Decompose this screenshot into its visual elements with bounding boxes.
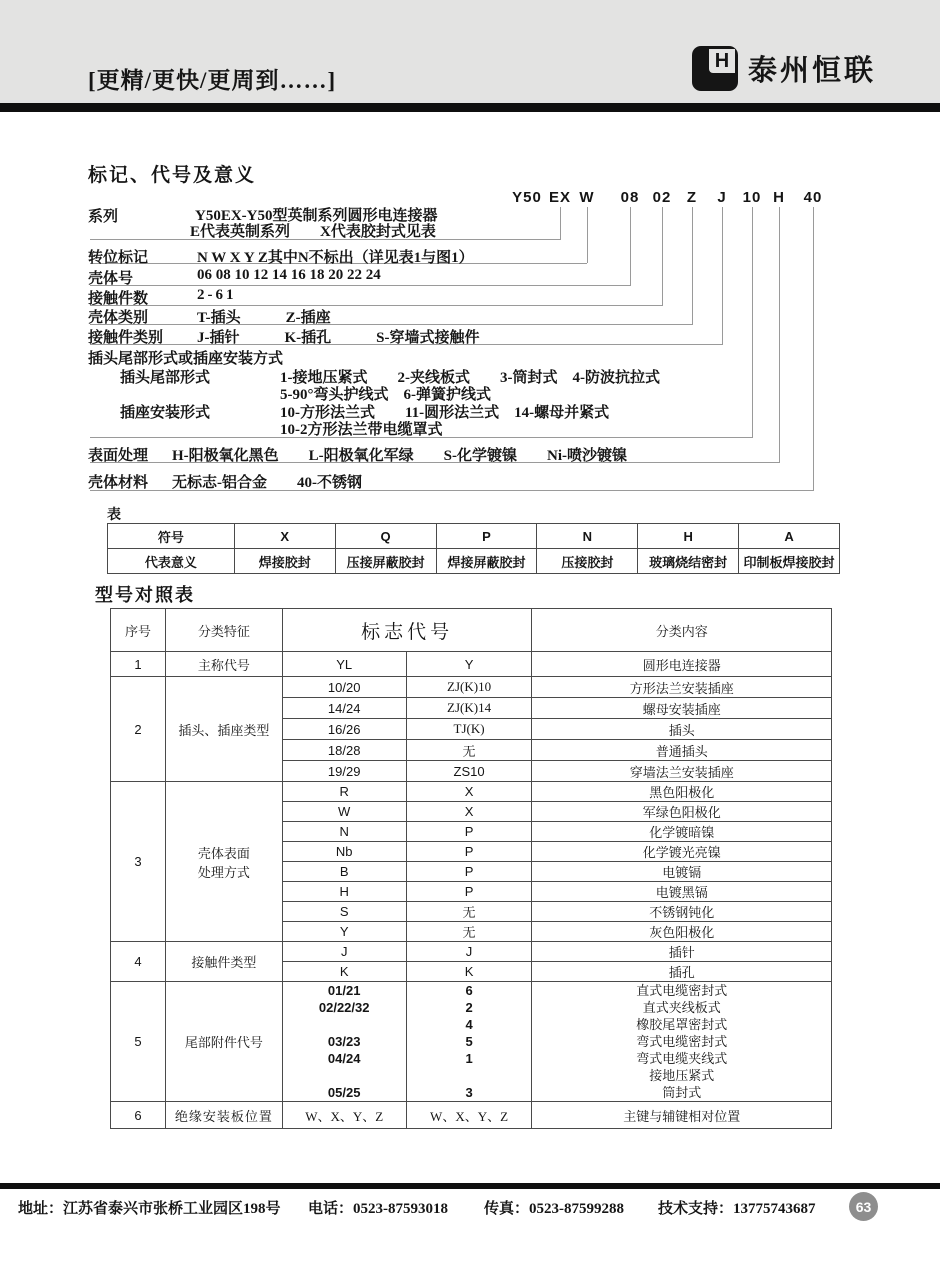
socket-mount-label: 插座安装形式 bbox=[120, 405, 211, 421]
rotate-text: N W X Y Z其中N不标出（详见表1与图1） bbox=[197, 250, 474, 266]
socket-mount-line1: 10-方形法兰式 11-圆形法兰式 14-螺母并紧式 bbox=[280, 405, 610, 421]
shell-class-text: T-插头 Z-插座 bbox=[197, 310, 331, 326]
code1-cell: B bbox=[282, 862, 406, 882]
connector-line bbox=[560, 207, 561, 240]
code-token-w: W bbox=[579, 189, 595, 206]
code-token-10: 10 bbox=[742, 189, 762, 206]
lh-logo-notch bbox=[709, 49, 735, 73]
seq-cell: 4 bbox=[111, 942, 166, 982]
footer-support: 技术支持：13775743687 bbox=[658, 1201, 816, 1217]
tail-code: 2 bbox=[465, 1000, 473, 1015]
tail-code: 1 bbox=[465, 1051, 473, 1066]
code1-cell: H bbox=[282, 882, 406, 902]
seal-meaning: 焊接屏蔽胶封 bbox=[436, 549, 537, 574]
seal-symbol: Q bbox=[335, 524, 436, 549]
code1-cell: 14/24 bbox=[282, 698, 406, 719]
tail-code: 05/25 bbox=[327, 1085, 361, 1100]
code-token-y50: Y50 bbox=[512, 189, 542, 206]
material-label: 壳体材料 bbox=[88, 475, 149, 491]
table-row bbox=[111, 1102, 832, 1129]
contact-class-text: J-插针 K-插孔 S-穿墙式接触件 bbox=[197, 330, 480, 346]
page-number-badge: 63 bbox=[849, 1192, 878, 1221]
connector-line bbox=[813, 207, 814, 490]
code2-cell: ZJ(K)14 bbox=[406, 698, 532, 719]
code2-cell: TJ(K) bbox=[406, 719, 532, 740]
header-content: 分类内容 bbox=[532, 609, 832, 652]
code-token-z: Z bbox=[686, 189, 698, 206]
header-band bbox=[0, 0, 940, 103]
seal-table bbox=[107, 523, 840, 574]
tail-section-label: 插头尾部形式或插座安装方式 bbox=[88, 351, 284, 367]
seal-row2-label: 代表意义 bbox=[108, 549, 235, 574]
rotate-label: 转位标记 bbox=[88, 250, 149, 266]
seal-symbol: A bbox=[739, 524, 840, 549]
connector-line bbox=[692, 207, 693, 325]
seal-symbol: N bbox=[537, 524, 638, 549]
content-cell: 插针 bbox=[532, 942, 832, 962]
code-token-02: 02 bbox=[652, 189, 672, 206]
feature-cell bbox=[165, 782, 282, 942]
feature-cell: 绝缘安装板位置 bbox=[165, 1102, 282, 1129]
feature-line: 处理方式 bbox=[197, 864, 250, 880]
code1-cell: 16/26 bbox=[282, 719, 406, 740]
contact-class-label: 接触件类别 bbox=[88, 330, 164, 346]
series-line2: E代表英制系列 X代表胶封式见表 bbox=[190, 224, 436, 240]
table-row bbox=[111, 677, 832, 698]
seal-symbol: X bbox=[234, 524, 335, 549]
content-cell: 灰色阳极化 bbox=[532, 922, 832, 942]
connector-line bbox=[752, 207, 753, 437]
seal-symbol: P bbox=[436, 524, 537, 549]
footer-divider-bar bbox=[0, 1183, 940, 1189]
surface-text: H-阳极氧化黑色 L-阳极氧化军绿 S-化学镀镍 Ni-喷沙镀镍 bbox=[172, 448, 627, 464]
code2-cell: 无 bbox=[406, 740, 532, 761]
series-line1: Y50EX-Y50型英制系列圆形电连接器 bbox=[195, 208, 438, 224]
code2-cell: P bbox=[406, 862, 532, 882]
seal-meaning-row bbox=[108, 549, 840, 574]
logo-letter: H bbox=[714, 50, 730, 72]
tail-code: 01/21 bbox=[327, 983, 361, 998]
code1-cell: YL bbox=[282, 652, 406, 677]
content-cell: 插孔 bbox=[532, 962, 832, 982]
content-cell: 主键与辅键相对位置 bbox=[532, 1102, 832, 1129]
code2-cell: J bbox=[406, 942, 532, 962]
code1-cell: N bbox=[282, 822, 406, 842]
connector-line bbox=[662, 207, 663, 306]
code2-cell: P bbox=[406, 842, 532, 862]
code2-cell: 无 bbox=[406, 922, 532, 942]
brand-name: 泰州恒联 bbox=[748, 55, 877, 87]
table-row bbox=[111, 652, 832, 677]
seal-meaning: 压接胶封 bbox=[537, 549, 638, 574]
tail-desc: 接地压紧式 bbox=[649, 1068, 715, 1083]
tail-code: 5 bbox=[465, 1034, 473, 1049]
row-underline bbox=[90, 324, 693, 325]
code1-cell: J bbox=[282, 942, 406, 962]
content-cell: 方形法兰安装插座 bbox=[532, 677, 832, 698]
surface-label: 表面处理 bbox=[88, 448, 149, 464]
content-cell: 螺母安装插座 bbox=[532, 698, 832, 719]
code-token-j: J bbox=[717, 189, 727, 206]
code1-cell: W bbox=[282, 802, 406, 822]
socket-mount-line2: 10-2方形法兰带电缆罩式 bbox=[280, 422, 443, 438]
plug-tail-line2: 5-90°弯头护线式 6-弹簧护线式 bbox=[280, 387, 491, 403]
table-row bbox=[111, 982, 832, 1102]
shell-class-label: 壳体类别 bbox=[88, 310, 149, 326]
seq-cell: 2 bbox=[111, 677, 166, 782]
tail-desc: 筒封式 bbox=[662, 1085, 702, 1100]
content-cell: 穿墙法兰安装插座 bbox=[532, 761, 832, 782]
content-cell: 化学镀光亮镍 bbox=[532, 842, 832, 862]
feature-line: 壳体表面 bbox=[197, 845, 250, 861]
header-feature: 分类特征 bbox=[165, 609, 282, 652]
header-code: 标志代号 bbox=[282, 609, 532, 652]
seal-meaning: 印制板焊接胶封 bbox=[739, 549, 840, 574]
marking-section-title: 标记、代号及意义 bbox=[88, 165, 257, 186]
model-table-title: 型号对照表 bbox=[95, 585, 195, 605]
seal-meaning: 焊接胶封 bbox=[234, 549, 335, 574]
code2-cell: W、X、Y、Z bbox=[406, 1102, 532, 1129]
feature-cell: 插头、插座类型 bbox=[165, 677, 282, 782]
seq-cell: 6 bbox=[111, 1102, 166, 1129]
tail-desc: 弯式电缆夹线式 bbox=[636, 1051, 728, 1066]
content-cell: 插头 bbox=[532, 719, 832, 740]
plug-tail-line1: 1-接地压紧式 2-夹线板式 3-筒封式 4-防波抗拉式 bbox=[280, 370, 660, 386]
code1-cell: 18/28 bbox=[282, 740, 406, 761]
seal-symbol-row bbox=[108, 524, 840, 549]
code2-cell: Y bbox=[406, 652, 532, 677]
model-table bbox=[110, 608, 832, 1129]
tail-code bbox=[285, 1016, 404, 1033]
feature-cell: 接触件类型 bbox=[165, 942, 282, 982]
connector-line bbox=[587, 207, 588, 263]
seal-row1-label: 符号 bbox=[108, 524, 235, 549]
tail-desc: 弯式电缆密封式 bbox=[636, 1034, 728, 1049]
code1-cell: W、X、Y、Z bbox=[282, 1102, 406, 1129]
tail-code bbox=[285, 1067, 404, 1084]
feature-cell: 尾部附件代号 bbox=[165, 982, 282, 1102]
plug-tail-label: 插头尾部形式 bbox=[120, 370, 211, 386]
code1-cell: Nb bbox=[282, 842, 406, 862]
feature-cell: 主称代号 bbox=[165, 652, 282, 677]
content-cell: 军绿色阳极化 bbox=[532, 802, 832, 822]
seq-cell: 1 bbox=[111, 652, 166, 677]
material-text: 无标志-铝合金 40-不锈钢 bbox=[172, 475, 362, 491]
content-cell: 不锈钢钝化 bbox=[532, 902, 832, 922]
seq-cell: 3 bbox=[111, 782, 166, 942]
tail-code: 3 bbox=[465, 1085, 473, 1100]
tail-desc: 直式电缆密封式 bbox=[636, 983, 728, 998]
code-token-ex: EX bbox=[548, 189, 572, 206]
content-cell bbox=[532, 982, 832, 1102]
table-row bbox=[111, 782, 832, 802]
model-header-row bbox=[111, 609, 832, 652]
code-token-40: 40 bbox=[803, 189, 823, 206]
seal-meaning: 玻璃烧结密封 bbox=[638, 549, 739, 574]
seal-table-caption: 表 bbox=[107, 508, 121, 523]
tail-code: 02/22/32 bbox=[318, 1000, 370, 1015]
tail-desc: 橡胶尾罩密封式 bbox=[636, 1017, 728, 1032]
tail-code: 04/24 bbox=[327, 1051, 361, 1066]
row-underline bbox=[90, 285, 631, 286]
code-token-08: 08 bbox=[620, 189, 640, 206]
connector-line bbox=[779, 207, 780, 462]
content-cell: 黑色阳极化 bbox=[532, 782, 832, 802]
code1-cell: R bbox=[282, 782, 406, 802]
code2-cell: ZJ(K)10 bbox=[406, 677, 532, 698]
tail-code: 6 bbox=[465, 983, 473, 998]
seq-cell: 5 bbox=[111, 982, 166, 1102]
shell-number-label: 壳体号 bbox=[88, 271, 134, 287]
shell-number-text: 06 08 10 12 14 16 18 20 22 24 bbox=[197, 267, 381, 283]
content-cell: 化学镀暗镍 bbox=[532, 822, 832, 842]
code2-cell: 无 bbox=[406, 902, 532, 922]
code-token-h: H bbox=[773, 189, 785, 206]
code1-cell: Y bbox=[282, 922, 406, 942]
tail-code: 4 bbox=[465, 1017, 473, 1032]
code1-cell: S bbox=[282, 902, 406, 922]
content-cell: 电镀镉 bbox=[532, 862, 832, 882]
lh-logo-icon bbox=[692, 46, 738, 91]
code2-cell bbox=[406, 982, 532, 1102]
code1-cell bbox=[282, 982, 406, 1102]
header-divider-bar bbox=[0, 103, 940, 112]
footer-fax: 传真：0523-87599288 bbox=[484, 1201, 624, 1217]
footer-address: 地址：江苏省泰兴市张桥工业园区198号 bbox=[18, 1201, 281, 1217]
content-cell: 普通插头 bbox=[532, 740, 832, 761]
seal-meaning: 压接屏蔽胶封 bbox=[335, 549, 436, 574]
code2-cell: X bbox=[406, 782, 532, 802]
content-cell: 圆形电连接器 bbox=[532, 652, 832, 677]
series-label: 系列 bbox=[88, 209, 119, 225]
header-seq: 序号 bbox=[111, 609, 166, 652]
code1-cell: 10/20 bbox=[282, 677, 406, 698]
code2-cell: ZS10 bbox=[406, 761, 532, 782]
tail-code: 03/23 bbox=[327, 1034, 361, 1049]
content-cell: 电镀黑镉 bbox=[532, 882, 832, 902]
code2-cell: X bbox=[406, 802, 532, 822]
tail-code bbox=[409, 1067, 530, 1084]
code2-cell: P bbox=[406, 882, 532, 902]
code2-cell: P bbox=[406, 822, 532, 842]
code2-cell: K bbox=[406, 962, 532, 982]
slogan-text: [更精/更快/更周到……] bbox=[88, 68, 337, 93]
contact-count-label: 接触件数 bbox=[88, 291, 149, 307]
connector-line bbox=[722, 207, 723, 345]
connector-line bbox=[630, 207, 631, 286]
seal-symbol: H bbox=[638, 524, 739, 549]
code1-cell: K bbox=[282, 962, 406, 982]
table-row bbox=[111, 942, 832, 962]
tail-desc: 直式夹线板式 bbox=[642, 1000, 721, 1015]
row-underline bbox=[90, 305, 663, 306]
code1-cell: 19/29 bbox=[282, 761, 406, 782]
footer-phone: 电话：0523-87593018 bbox=[308, 1201, 448, 1217]
contact-count-text: 2-61 bbox=[197, 287, 237, 303]
company-logo bbox=[692, 46, 876, 91]
